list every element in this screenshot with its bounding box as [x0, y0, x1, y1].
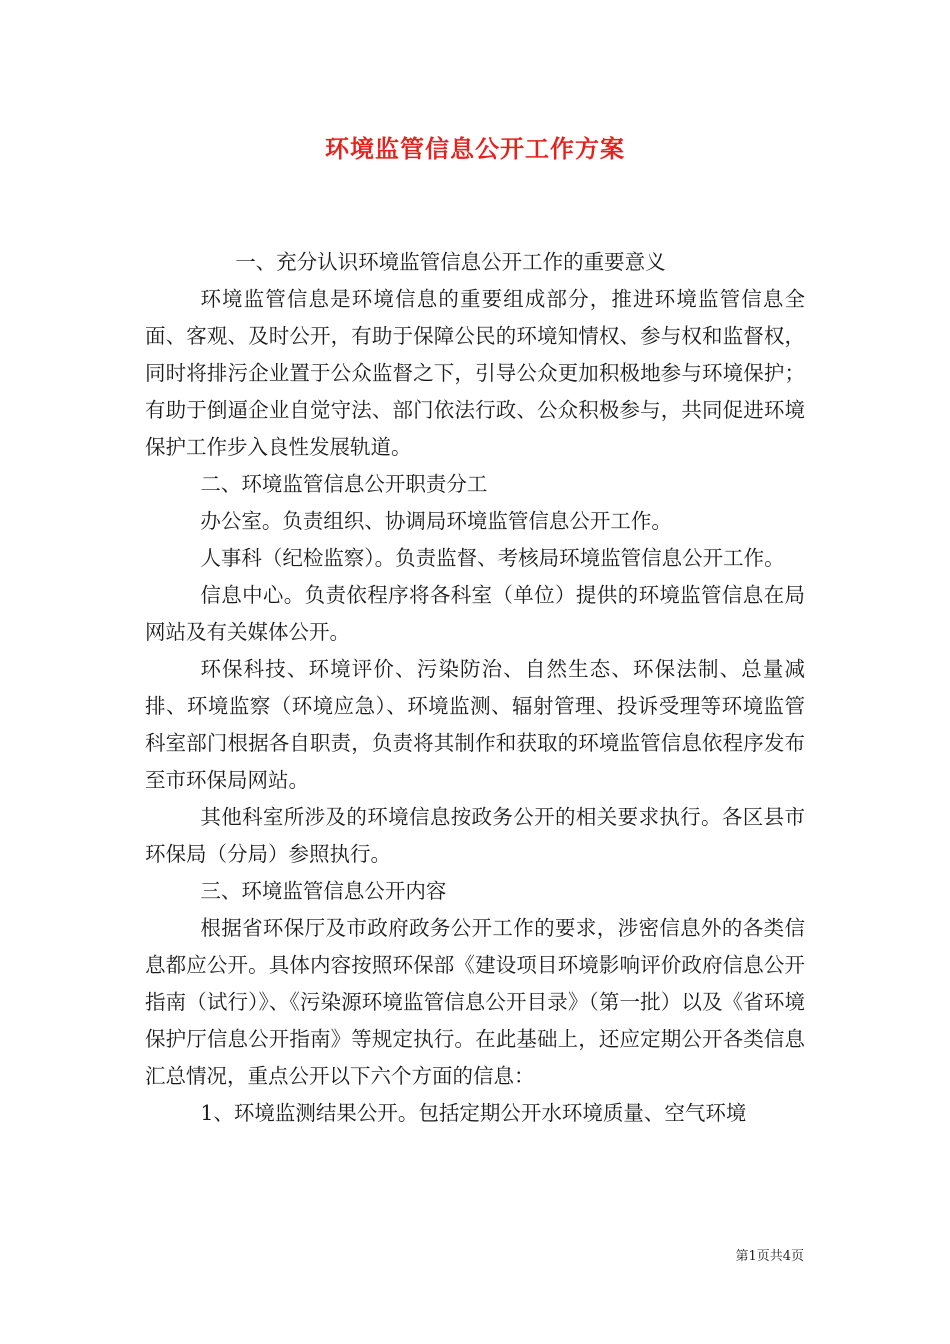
- paragraph-significance: 环境监管信息是环境信息的重要组成部分，推进环境监管信息全面、客观、及时公开，有助于保障公民的环境知情权、参与权和监督权，同时将排污企业置于公众监督之下，引导公众更加积极地参与环境保护；有助于倒逼企业自觉守法、部门依法行政、公众积极参与，共同促进环境保护工作步入良性发展轨道。: [145, 287, 805, 459]
- page-number: 第1页共4页: [735, 1249, 804, 1264]
- document-body: [145, 244, 805, 1132]
- section-heading-1: 一、充分认识环境监管信息公开工作的重要意义: [235, 250, 666, 274]
- paragraph-other-offices: 其他科室所涉及的环境信息按政务公开的相关要求执行。各区县市环保局（分局）参照执行。: [145, 805, 805, 866]
- paragraph-monitoring-results: 1、环境监测结果公开。包括定期公开水环境质量、空气环境: [200, 1101, 747, 1125]
- paragraph-departments: 环保科技、环境评价、污染防治、自然生态、环保法制、总量减排、环境监察（环境应急）、环境监测、辐射管理、投诉受理等环境监管科室部门根据各自职责，负责将其制作和获取的环境监管信息依程序发布至市环保局网站。: [145, 657, 805, 792]
- paragraph-personnel: 人事科（纪检监察）。负责监督、考核局环境监管信息公开工作。: [200, 546, 785, 570]
- document-title: 环境监管信息公开工作方案: [325, 134, 625, 163]
- paragraph-content-scope: 根据省环保厅及市政府政务公开工作的要求，涉密信息外的各类信息都应公开。具体内容按照环保部《建设项目环境影响评价政府信息公开指南（试行）》、《污染源环境监管信息公开目录》（第一批）以及《省环境保护厅信息公开指南》等规定执行。在此基础上，还应定期公开各类信息汇总情况，重点公开以下六个方面的信息：: [145, 916, 805, 1088]
- paragraph-office: 办公室。负责组织、协调局环境监管信息公开工作。: [200, 509, 672, 533]
- paragraph-info-center: 信息中心。负责依程序将各科室（单位）提供的环境监管信息在局网站及有关媒体公开。: [145, 583, 805, 644]
- section-heading-3: 三、环境监管信息公开内容: [200, 879, 447, 903]
- section-heading-2: 二、环境监管信息公开职责分工: [200, 472, 488, 496]
